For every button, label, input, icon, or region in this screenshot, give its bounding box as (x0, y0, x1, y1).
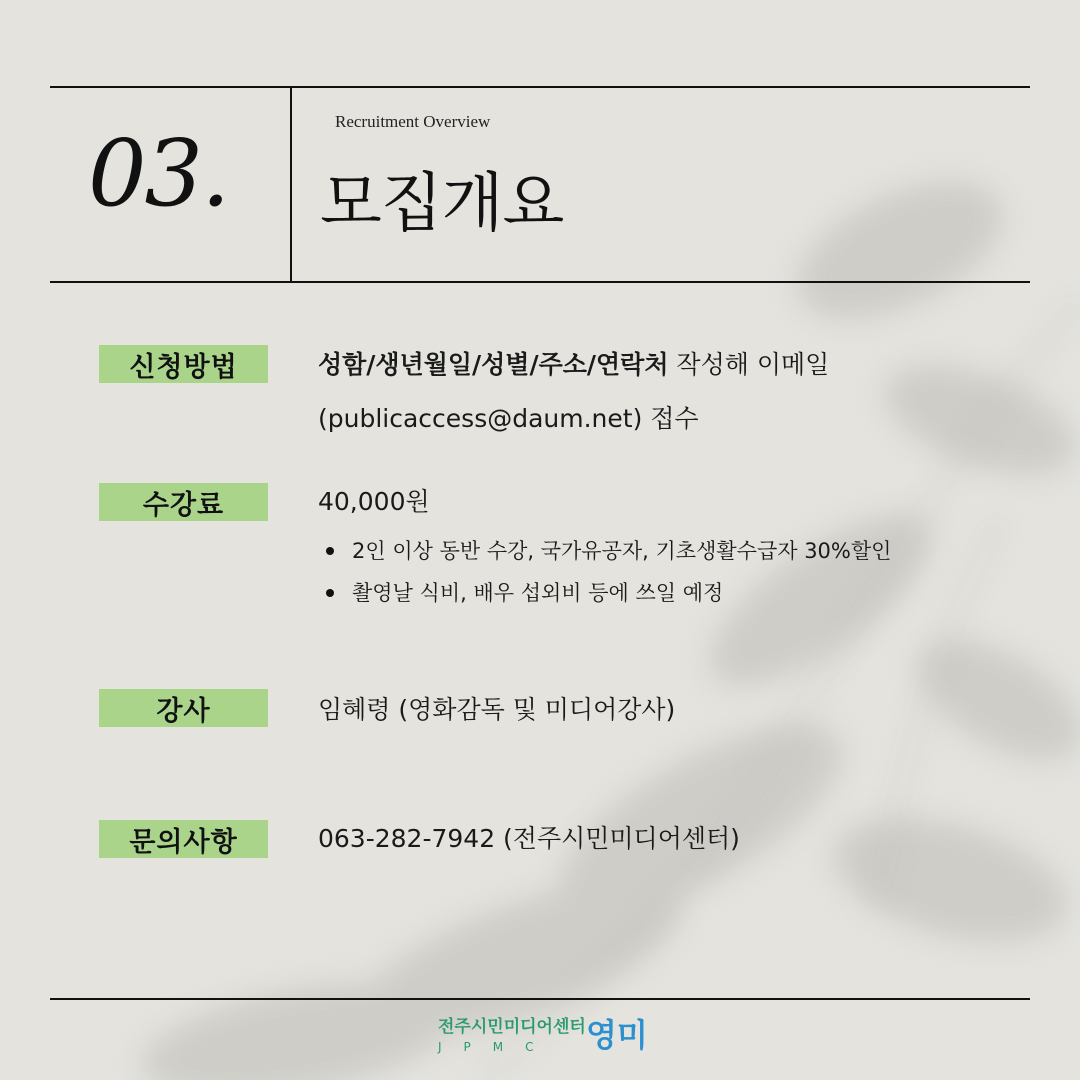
section-subtitle: Recruitment Overview (335, 112, 491, 131)
header-vertical-divider (290, 87, 292, 283)
instructor-label: 강사 (99, 689, 268, 727)
instructor-value: 임혜령 (영화감독 및 미디어강사) (318, 695, 676, 724)
fee-note-item: 2인 이상 동반 수강, 국가유공자, 기초생활수급자 30%할인 (318, 530, 891, 572)
inquiry-value: 063-282-7942 (전주시민미디어센터) (318, 824, 740, 853)
apply-method-line1 (318, 338, 829, 392)
fee-note-item: 촬영날 식비, 배우 섭외비 등에 쓰일 예정 (318, 572, 891, 614)
apply-method-line2: (publicaccess@daum.net) 접수 (318, 404, 699, 433)
logo-mark: 영미 (586, 1016, 648, 1054)
fee-content (318, 478, 891, 614)
logo-korean-text: 전주시민미디어센터 (438, 1017, 586, 1037)
section-number: 03. (88, 120, 229, 227)
top-divider (50, 86, 1030, 88)
fee-notes-list (318, 530, 891, 614)
fee-label: 수강료 (99, 483, 268, 521)
page-title: 모집개요 (320, 167, 564, 241)
logo-english-text: JPMC (438, 1040, 556, 1054)
footer-divider (50, 998, 1030, 1000)
apply-method-required-fields: 성함/생년월일/성별/주소/연락처 (318, 350, 669, 379)
header-bottom-divider (50, 281, 1030, 283)
apply-method-line1-rest: 작성해 이메일 (668, 350, 830, 379)
apply-method-content (318, 338, 829, 446)
apply-method-label: 신청방법 (99, 345, 268, 383)
fee-amount: 40,000원 (318, 487, 430, 516)
inquiry-label: 문의사항 (99, 820, 268, 858)
